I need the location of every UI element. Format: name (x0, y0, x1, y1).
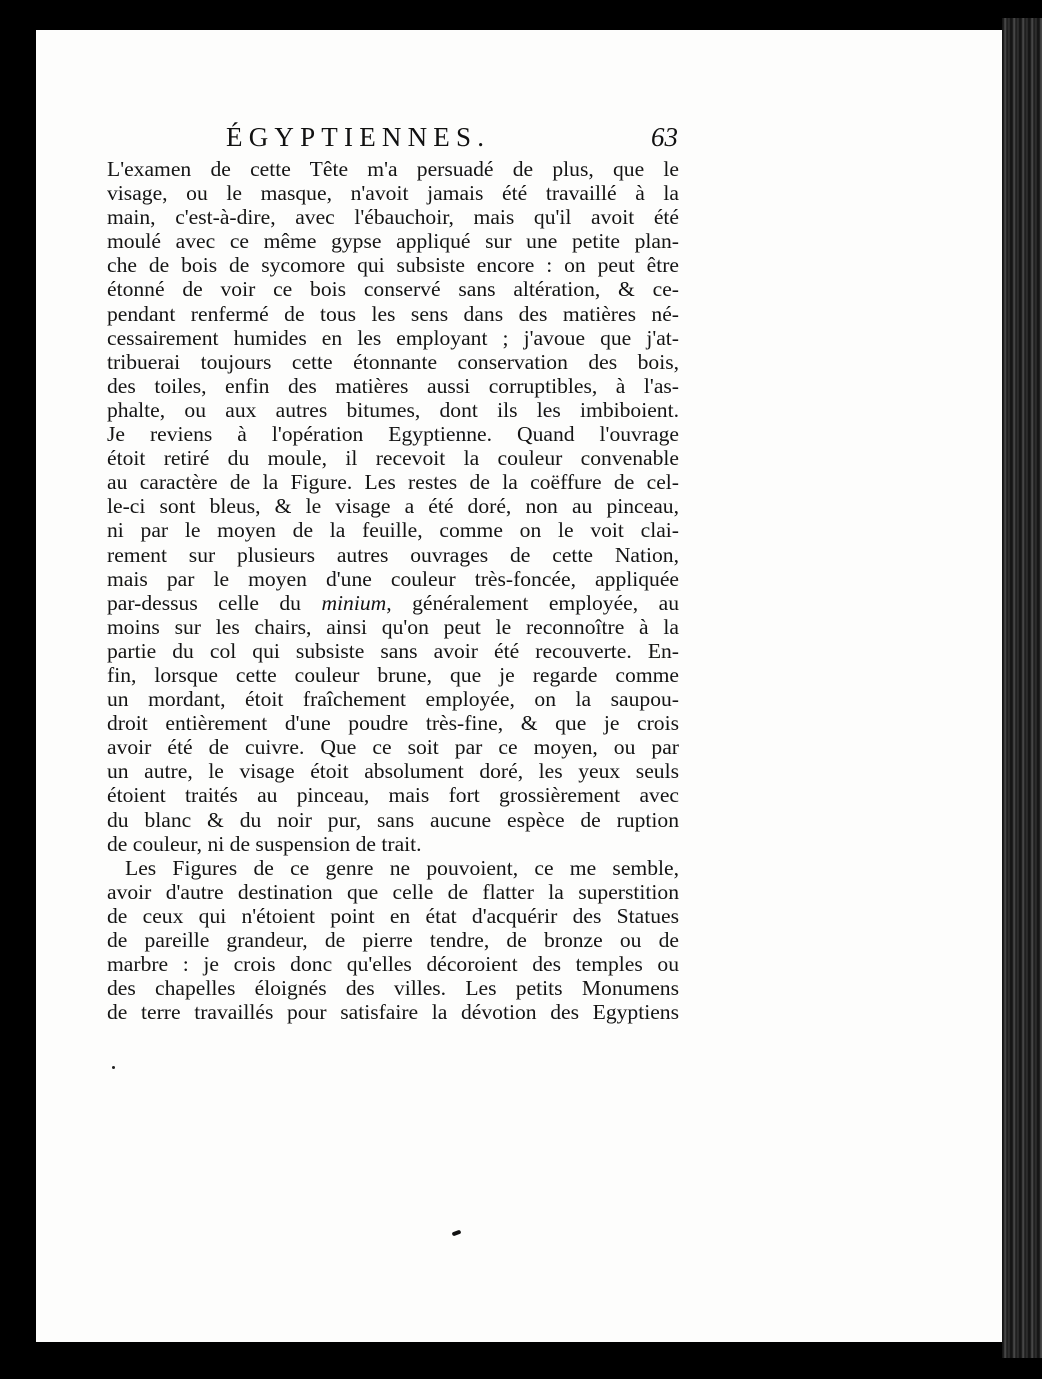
text-line: visage, ou le masque, n'avoit jamais été travaillé à la (107, 181, 679, 206)
text-line: ni par le moyen de la feuille, comme on le voit clai- (107, 518, 679, 543)
text-line: rement sur plusieurs autres ouvrages de cette Nation, (107, 542, 679, 567)
text-line: pendant renfermé de tous les sens dans des matières né- (107, 301, 679, 326)
ink-speck (112, 1066, 115, 1069)
text-line: étonné de voir ce bois conservé sans altération, & ce- (107, 277, 679, 302)
text-line: étoient traités au pinceau, mais fort grossièrement avec (107, 783, 679, 808)
text-line: avoir d'autre destination que celle de flatter la superstition (107, 879, 679, 904)
text-line: che de bois de sycomore qui subsiste encore : on peut être (107, 253, 679, 278)
text-line: Je reviens à l'opération Egyptienne. Quand l'ouvrage (107, 422, 679, 447)
text-line: étoit retiré du moule, il recevoit la couleur convenable (107, 446, 679, 471)
text-line: de couleur, ni de suspension de trait. (107, 831, 422, 856)
text-line: un autre, le visage étoit absolument doré, les yeux seuls (107, 759, 679, 784)
text-line: de terre travaillés pour satisfaire la dévotion des Egyptiens (107, 1000, 679, 1025)
text-line: avoir été de cuivre. Que ce soit par ce moyen, ou par (107, 735, 679, 760)
text-line: cessairement humides en les employant ; j'avoue que j'at- (107, 325, 679, 350)
text-line: tribuerai toujours cette étonnante conservation des bois, (107, 349, 679, 374)
text-line: main, c'est-à-dire, avec l'ébauchoir, mais qu'il avoit été (107, 205, 679, 230)
text-line: Les Figures de ce genre ne pouvoient, ce me semble, (125, 855, 679, 880)
text-line: moulé avec ce même gypse appliqué sur une petite plan- (107, 229, 679, 254)
italic-term: minium (321, 590, 387, 615)
text-line: le-ci sont bleus, & le visage a été doré, non au pinceau, (107, 494, 679, 519)
page-number: 63 (651, 122, 678, 152)
text-line: un mordant, étoit fraîchement employée, on la saupou- (107, 687, 679, 712)
text-line: fin, lorsque cette couleur brune, que je regarde comme (107, 662, 679, 687)
scan-left-border (0, 0, 36, 1379)
text-line: moins sur les chairs, ainsi qu'on peut le reconnoître à la (107, 614, 679, 639)
text-line: L'examen de cette Tête m'a persuadé de plus, que le (107, 157, 679, 181)
text-line: phalte, ou aux autres bitumes, dont ils les imbiboient. (107, 397, 679, 422)
text-line: des chapelles éloignés des villes. Les petits Monumens (107, 976, 679, 1001)
text-line: partie du col qui subsiste sans avoir été recouverte. En- (107, 638, 679, 663)
text-line: des toiles, enfin des matières aussi corruptibles, à l'as- (107, 373, 679, 398)
text-line-minium (107, 591, 679, 615)
text-line: de pareille grandeur, de pierre tendre, de bronze ou de (107, 928, 679, 952)
text-line: marbre : je crois donc qu'elles décoroient des temples ou (107, 952, 679, 977)
text-line: au caractère de la Figure. Les restes de la coëffure de cel- (107, 470, 679, 495)
text-line: du blanc & du noir pur, sans aucune espèce de ruption (107, 807, 679, 832)
text-segment: par-dessus celle du (107, 590, 322, 615)
text-line: droit entièrement d'une poudre très-fine, & que je crois (107, 711, 679, 736)
text-line: mais par le moyen d'une couleur très-foncée, appliquée (107, 566, 679, 591)
page-stack-edge (1002, 18, 1042, 1358)
page-header (226, 122, 678, 162)
paragraph-1 (107, 157, 679, 856)
paragraph-2 (107, 856, 679, 1025)
text-line: de ceux qui n'étoient point en état d'acquérir des Statues (107, 903, 679, 928)
body-text (107, 157, 679, 1024)
running-head: ÉGYPTIENNES. (226, 122, 491, 152)
text-segment: , généralement employée, au (386, 590, 679, 615)
